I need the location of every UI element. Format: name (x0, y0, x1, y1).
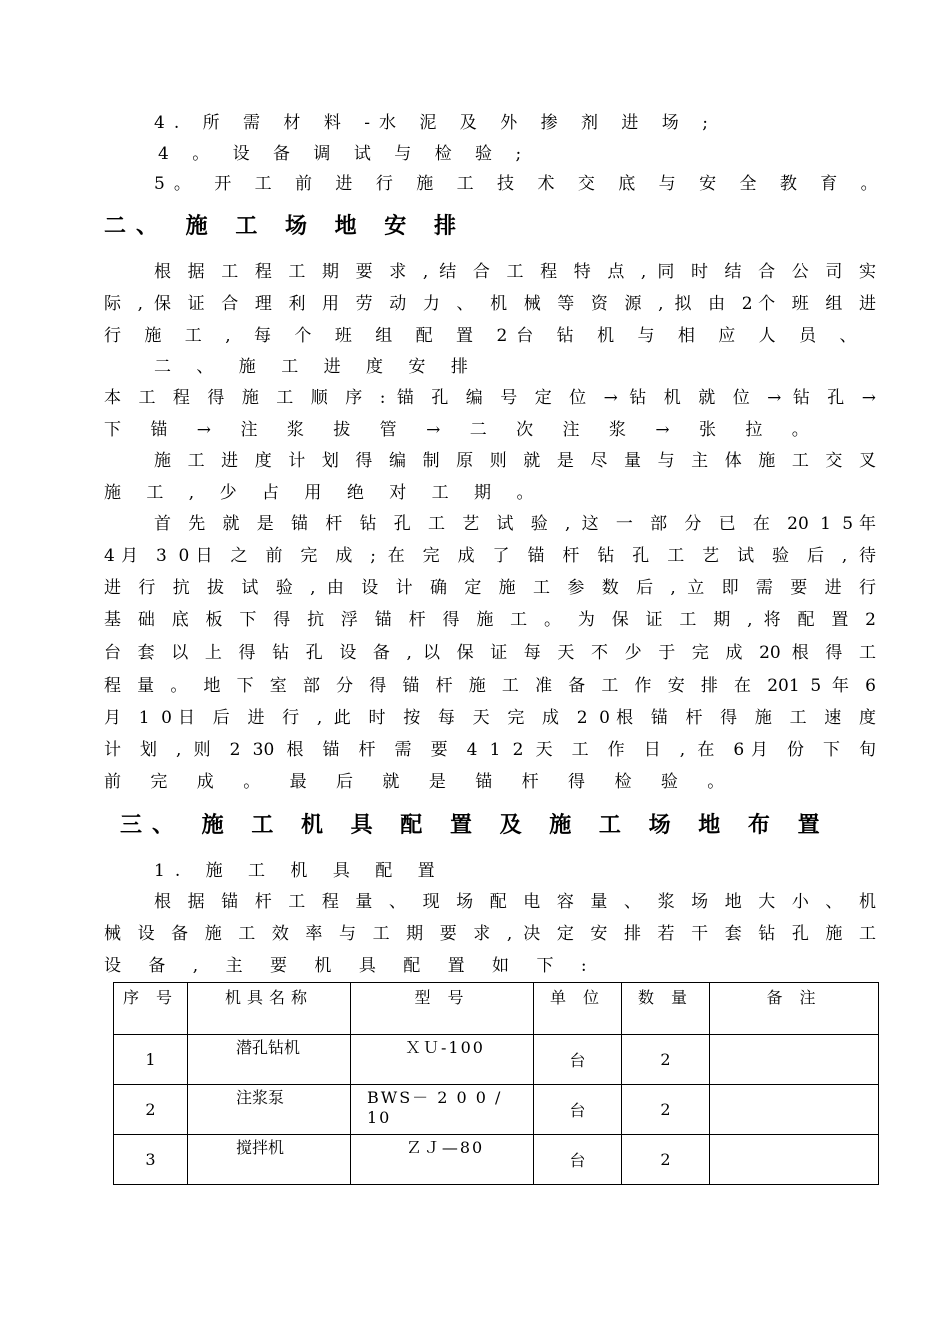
row-seq: 2 (114, 1085, 188, 1135)
schedule-detail-line: 4月 3 0日 之 前 完 成 ; 在 完 成 了 锚 杆 钻 孔 工 艺 试 验 后 , 待 (104, 546, 876, 566)
section-2-para-line: 际 , 保 证 合 理 利 用 劳 动 力 、 机 械 等 资 源 , 拟 由 2个 班 组 进 (104, 294, 876, 314)
row-unit: 台 (534, 1035, 622, 1085)
schedule-principle-line: 施 工 , 少 占 用 绝 对 工 期 。 (104, 483, 544, 503)
row-seq: 1 (114, 1035, 188, 1085)
list-item-equipment-test: 4 。 设 备 调 试 与 检 验 ; (158, 144, 531, 164)
schedule-detail-line: 台 套 以 上 得 钻 孔 设 备 , 以 保 证 每 天 不 少 于 完 成 20 根 得 工 (104, 643, 876, 663)
row-qty: 2 (622, 1035, 710, 1085)
row-seq: 3 (114, 1135, 188, 1185)
row-model: ＸＵ-100 (351, 1035, 534, 1085)
construction-order-line: 本 工 程 得 施 工 顺 序 : 锚 孔 编 号 定 位 → 钻 机 就 位 → 钻 孔 → (104, 388, 876, 408)
section-2-para-line: 行 施 工 , 每 个 班 组 配 置 2台 钻 机 与 相 应 人 员 、 (104, 326, 866, 346)
equipment-sub-heading: 1. 施 工 机 具 配 置 (154, 861, 445, 881)
schedule-detail-line: 前 完 成 。 最 后 就 是 锚 杆 得 检 验 。 (104, 772, 737, 792)
row-qty: 2 (622, 1085, 710, 1135)
schedule-detail-line: 月 1 0日 后 进 行 , 此 时 按 每 天 完 成 2 0根 锚 杆 得 施 工 速 度 (104, 708, 876, 728)
header-seq: 序 号 (114, 983, 188, 1035)
equipment-para-line: 械 设 备 施 工 效 率 与 工 期 要 求 , 决 定 安 排 若 干 套 钻 孔 施 工 (104, 924, 876, 944)
schedule-detail-line: 计 划 , 则 2 30 根 锚 杆 需 要 4 1 2 天 工 作 日 , 在 6月 份 下 旬 (104, 740, 876, 760)
row-note (710, 1135, 879, 1185)
schedule-detail-line: 首 先 就 是 锚 杆 钻 孔 工 艺 试 验 , 这 一 部 分 已 在 20 1 5年 (154, 514, 876, 534)
equipment-para-line: 设 备 , 主 要 机 具 配 置 如 下 : (104, 956, 598, 976)
header-qty: 数 量 (622, 983, 710, 1035)
row-qty: 2 (622, 1135, 710, 1185)
row-name: 潜孔钻机 (188, 1035, 351, 1085)
list-item-safety-briefing: 5。 开 工 前 进 行 施 工 技 术 交 底 与 安 全 教 育 。 (154, 174, 887, 194)
row-name: 搅拌机 (188, 1135, 351, 1185)
header-name: 机具名称 (188, 983, 351, 1035)
row-model: BWS－ 2 0 0 / 10 (351, 1085, 534, 1135)
list-item-materials: 4. 所 需 材 料 -水 泥 及 外 掺 剂 进 场 ; (154, 113, 717, 133)
schedule-detail-line: 基 础 底 板 下 得 抗 浮 锚 杆 得 施 工 。 为 保 证 工 期 , 将 配 置 2 (104, 610, 876, 630)
row-model: ＺＪ—80 (351, 1135, 534, 1185)
table-row (114, 1035, 879, 1085)
section-3-heading: 三、 施 工 机 具 配 置 及 施 工 场 地 布 置 (120, 813, 830, 838)
schedule-detail-line: 程 量 。 地 下 室 部 分 得 锚 杆 施 工 准 备 工 作 安 排 在 201 5 年 6 (104, 676, 876, 696)
row-note (710, 1035, 879, 1085)
header-note: 备 注 (710, 983, 879, 1035)
row-unit: 台 (534, 1135, 622, 1185)
schedule-principle-line: 施 工 进 度 计 划 得 编 制 原 则 就 是 尽 量 与 主 体 施 工 交 叉 (154, 451, 876, 471)
schedule-sub-heading: 二 、 施 工 进 度 安 排 (154, 357, 478, 377)
section-2-para-line: 根 据 工 程 工 期 要 求 , 结 合 工 程 特 点 , 同 时 结 合 公 司 实 (154, 262, 876, 282)
row-name: 注浆泵 (188, 1085, 351, 1135)
table-row (114, 1085, 879, 1135)
row-note (710, 1085, 879, 1135)
header-unit: 单 位 (534, 983, 622, 1035)
row-unit: 台 (534, 1085, 622, 1135)
equipment-para-line: 根 据 锚 杆 工 程 量 、 现 场 配 电 容 量 、 浆 场 地 大 小 、 机 (154, 892, 876, 912)
header-model: 型 号 (351, 983, 534, 1035)
schedule-detail-line: 进 行 抗 拔 试 验 , 由 设 计 确 定 施 工 参 数 后 , 立 即 需 要 进 行 (104, 578, 876, 598)
table-header-row (114, 983, 879, 1035)
construction-order-line: 下 锚 → 注 浆 拔 管 → 二 次 注 浆 → 张 拉 。 (104, 420, 821, 440)
table-row (114, 1135, 879, 1185)
equipment-table (113, 982, 879, 1185)
section-2-heading: 二、 施 工 场 地 安 排 (104, 214, 466, 239)
